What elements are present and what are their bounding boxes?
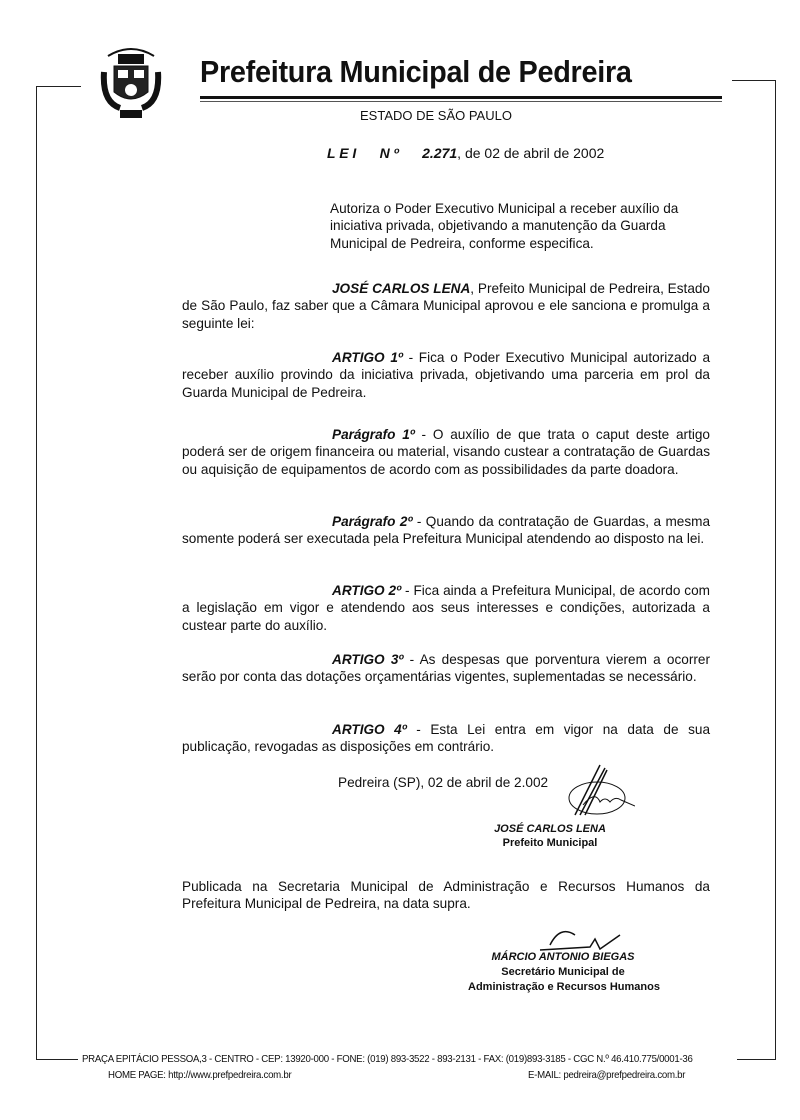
article-2: [182, 582, 710, 634]
frame-line-top-left: [36, 86, 81, 87]
signature-mayor: [555, 760, 635, 822]
frame-line-bottom-right: [737, 1059, 775, 1060]
article-1: [182, 349, 710, 401]
article-4: [182, 721, 710, 756]
signer1-role: Prefeito Municipal: [502, 837, 598, 849]
article-text: - Fica ainda a Prefeitura Municipal, de acordo com a legislação em vigor e atendendo aos seus interesses e condições, autorizada a custear parte do auxílio.: [182, 583, 710, 633]
article-lead: ARTIGO 4º: [332, 722, 407, 737]
article-3: [182, 651, 710, 686]
article-text: - Esta Lei entra em vigor na data de sua publicação, revogadas as disposições em contrário.: [182, 722, 710, 755]
frame-line-top-right: [732, 80, 776, 81]
article-text: - O auxílio de que trata o caput deste artigo poderá ser de origem financeira ou material, visando custear a contratação de Guardas ou aquisição de equipamentos de acordo com as possibilidades da parte doadora.: [182, 427, 710, 477]
paragraph-2: [182, 513, 710, 548]
signer2-role: Secretário Municipal de: [501, 966, 625, 978]
publication-note: Publicada na Secretaria Municipal de Administração e Recursos Humanos da Prefeitura Municipal de Pedreira, na data supra.: [182, 879, 710, 912]
article-text: - Fica o Poder Executivo Municipal autorizado a receber auxílio provindo da iniciativa privada, objetivando uma parceria em prol da Guarda Municipal de Pedreira.: [182, 350, 711, 400]
signer1-name: JOSÉ CARLOS LENA: [494, 823, 606, 835]
law-label: L E I: [327, 145, 357, 161]
title-rule: [200, 96, 722, 99]
number-label: N º: [379, 145, 399, 161]
frame-line-bottom-left: [36, 1059, 78, 1060]
page-title: Prefeitura Municipal de Pedreira: [200, 54, 632, 89]
footer-address: PRAÇA EPITÁCIO PESSOA,3 - CENTRO - CEP: 13920-000 - FONE: (019) 893-3522 - 893-2131 - FAX: (019)893-3185 - CGC N.º 46.410.775/0001-36: [82, 1053, 693, 1065]
law-summary: Autoriza o Poder Executivo Municipal a receber auxílio da iniciativa privada, objetivando a manutenção da Guarda Municipal de Pedreira, conforme especifica.: [330, 201, 679, 251]
law-heading: [327, 145, 604, 161]
footer-email: E-MAIL: pedreira@prefpedreira.com.br: [528, 1069, 686, 1081]
law-date: , de 02 de abril de 2002: [457, 145, 605, 161]
article-text: - Quando da contratação de Guardas, a mesma somente poderá ser executada pela Prefeitura Municipal atendendo ao disposto na lei.: [182, 514, 711, 547]
article-lead: Parágrafo 1º: [332, 427, 415, 442]
place-date: Pedreira (SP), 02 de abril de 2.002: [338, 775, 549, 790]
preamble-text: , Prefeito Municipal de Pedreira, Estado de São Paulo, faz saber que a Câmara Municipal aprovou e ele sanciona e promulga a seguinte lei:: [182, 281, 710, 331]
article-lead: Parágrafo 2º: [332, 514, 413, 529]
paragraph-1: [182, 426, 710, 478]
signer2-name: MÁRCIO ANTONIO BIEGAS: [491, 951, 635, 963]
state-subtitle: ESTADO DE SÃO PAULO: [360, 108, 512, 123]
frame-line-right: [775, 80, 776, 1060]
preamble: [182, 280, 710, 332]
article-lead: ARTIGO 1º: [332, 350, 403, 365]
article-lead: ARTIGO 3º: [332, 652, 404, 667]
footer-homepage: HOME PAGE: http://www.prefpedreira.com.br: [108, 1069, 292, 1081]
signer2-department: Administração e Recursos Humanos: [468, 981, 660, 993]
mayor-name: JOSÉ CARLOS LENA: [332, 281, 471, 296]
law-number: 2.271: [422, 145, 458, 161]
frame-line-left: [36, 86, 37, 1060]
article-text: - As despesas que porventura vierem a ocorrer serão por conta das dotações orçamentárias vigentes, suplementadas se necessário.: [182, 652, 710, 685]
city-crest-icon: [100, 42, 162, 124]
article-lead: ARTIGO 2º: [332, 583, 402, 598]
title-rule-thin: [200, 101, 722, 102]
